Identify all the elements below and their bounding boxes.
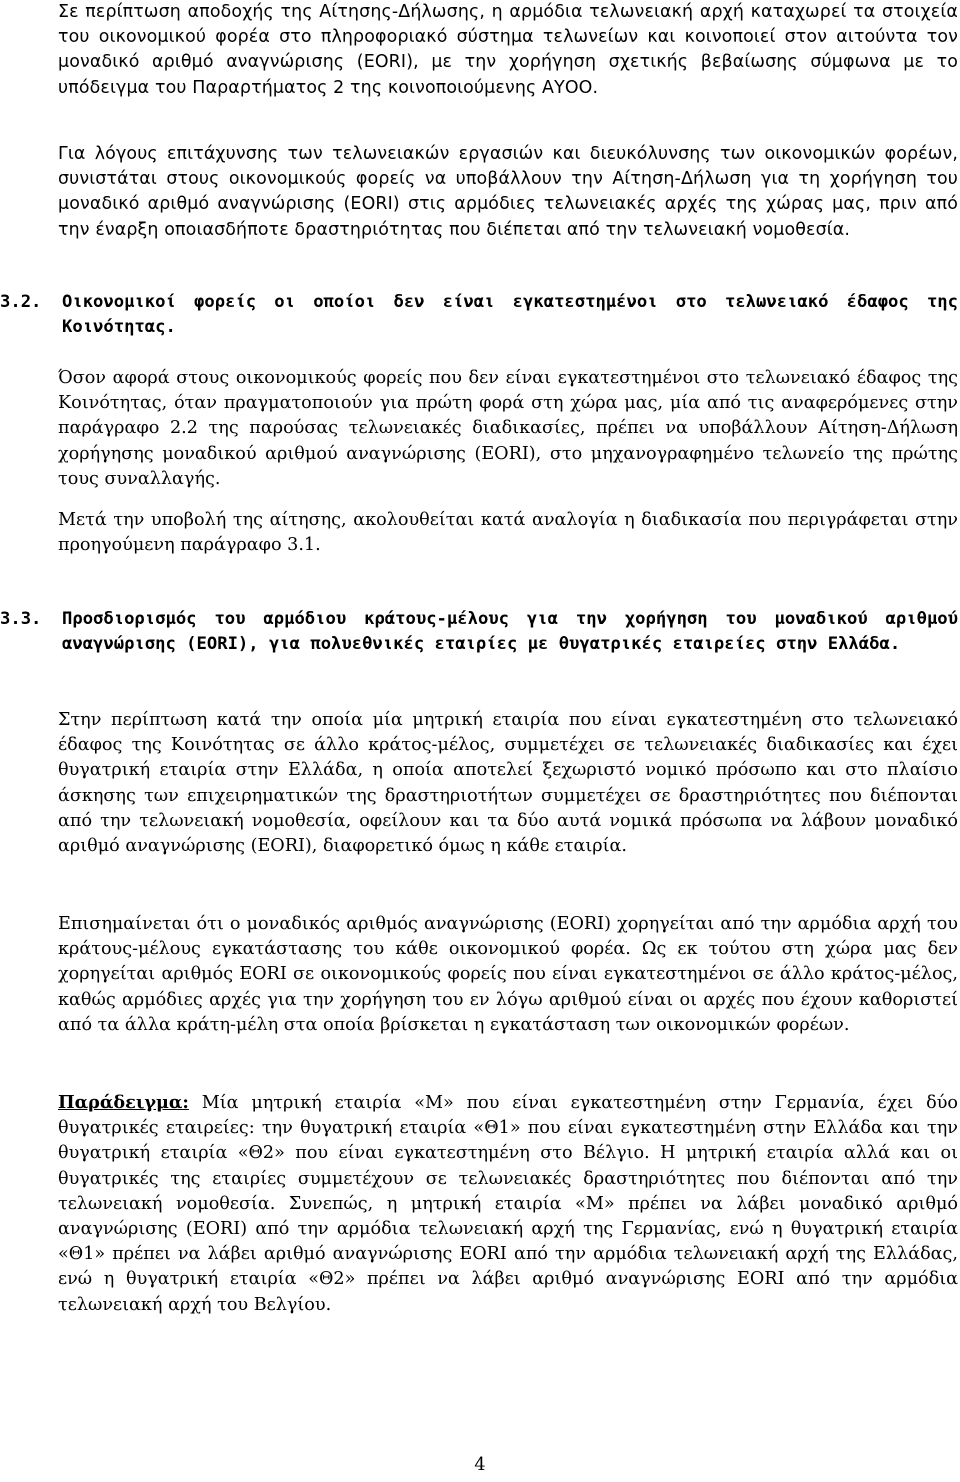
section-title: Οικονομικοί φορείς οι οποίοι δεν είναι εγκατεστημένοι στο τελωνειακό έδαφος της Κοινότητας. (62, 292, 958, 338)
example-label: Παράδειγμα: (58, 1092, 189, 1113)
paragraph-non-established-operators: Όσον αφορά στους οικονομικούς φορείς που δεν είναι εγκατεστημένοι στο τελωνειακό έδαφος της Κοινότητας, όταν πραγματοποιούν για πρώτη φορά στη χώρα μας, μία από τις αναφερόμενες στην παράγραφο 2.2 της παρούσας τελωνειακές διαδικασίες, πρέπει να υποβάλλουν Αίτηση-Δήλωση χορήγησης μοναδικού αριθμού αναγνώρισης (EORI), στο μηχανογραφημένο τελωνείο της πρώτης τους συναλλαγής. (58, 368, 958, 489)
paragraph-example (58, 1090, 958, 1318)
section-title: Προσδιορισμός του αρμόδιου κράτους-μέλους για την χορήγηση του μοναδικού αριθμού αναγνώρισης (EORI), για πολυεθνικές εταιρίες με θυγατρικές εταιρείες στην Ελλάδα. (62, 609, 958, 655)
paragraph-parent-subsidiary: Στην περίπτωση κατά την οποία μία μητρική εταιρία που είναι εγκατεστημένη στο τελωνειακό έδαφος της Κοινότητας σε άλλο κράτος-μέλος, συμμετέχει σε τελωνειακές διαδικασίες και έχει θυγατρική εταιρία στην Ελλάδα, η οποία αποτελεί ξεχωριστό νομικό πρόσωπο και στο πλαίσιο άσκησης των επιχειρηματικών της δραστηριοτήτων συμμετέχει σε δραστηριότητες που διέπονται από την τελωνειακή νομοθεσία, οφείλουν και τα δύο αυτά νομικά πρόσωπα να λάβουν μοναδικό αριθμό αναγνώρισης (EORI), διαφορετικό όμως η κάθε εταιρία. (58, 710, 958, 857)
paragraph-procedure-reference: Μετά την υποβολή της αίτησης, ακολουθείται κατά αναλογία η διαδικασία που περιγράφεται στην προηγούμενη παράγραφο 3.1. (58, 510, 958, 556)
page-number: 4 (474, 1455, 486, 1475)
paragraph-eori-acceptance: Σε περίπτωση αποδοχής της Αίτησης-Δήλωσης, η αρμόδια τελωνειακή αρχή καταχωρεί τα στοιχεία του οικονομικού φορέα στο πληροφοριακό σύστημα τελωνείων και κοινοποιεί στον αιτούντα τον μοναδικό αριθμό αναγνώρισης (EORI), με την χορήγηση σχετικής βεβαίωσης σύμφωνα με το υπόδειγμα του Παραρτήματος 2 της κοινοποιούμενης ΑΥΟΟ. (58, 2, 958, 98)
paragraph-competent-authority: Επισημαίνεται ότι ο μοναδικός αριθμός αναγνώρισης (EORI) χορηγείται από την αρμόδια αρχή του κράτους-μέλους εγκατάστασης του κάθε οικονομικού φορέα. Ως εκ τούτου στη χώρα μας δεν χορηγείται αριθμός EORI σε οικονομικούς φορείς που είναι εγκατεστημένοι σε άλλο κράτος-μέλος, καθώς αρμόδιες αρχές για την χορήγηση του εν λόγω αριθμού είναι οι αρχές που έχουν καθοριστεί από τα άλλα κράτη-μέλη στα οποία βρίσκεται η εγκατάσταση των οικονομικών φορέων. (58, 914, 958, 1035)
paragraph-eori-recommendation: Για λόγους επιτάχυνσης των τελωνειακών εργασιών και διευκόλυνσης των οικονομικών φορέων, συνιστάται στους οικονομικούς φορείς να υποβάλλουν την Αίτηση-Δήλωση για τη χορήγηση του μοναδικό αριθμό αναγνώρισης (EORI) στις αρμόδιες τελωνειακές αρχές της χώρας μας, πριν από την έναρξη οποιασδήποτε δραστηριότητας που διέπεται από την τελωνειακή νομοθεσία. (58, 144, 958, 240)
section-number: 3.2. (0, 292, 42, 312)
section-heading-3-3 (0, 607, 958, 657)
example-text: Μία μητρική εταιρία «Μ» που είναι εγκατεστημένη στην Γερμανία, έχει δύο θυγατρικές εταιρείες: την θυγατρική εταιρία «Θ1» που είναι εγκατεστημένη στην Ελλάδα και την θυγατρική εταιρία «Θ2» που είναι εγκατεστημένη στο Βέλγιο. Η μητρική εταιρία αλλά και οι θυγατρικές της εταιρίες συμμετέχουν σε τελωνειακές δραστηριότητες που διέπονται από την τελωνειακή νομοθεσία. Συνεπώς, η μητρική εταιρία «Μ» πρέπει να λάβει μοναδικό αριθμό αναγνώρισης (EORI) από την αρμόδια τελωνειακή αρχή της Γερμανίας, ενώ η θυγατρική εταιρία «Θ1» πρέπει να λάβει αριθμό αναγνώρισης EORI από την αρμόδια τελωνειακή αρχή της Ελλάδας, ενώ η θυγατρική εταιρία «Θ2» πρέπει να λάβει αριθμό αναγνώρισης EORI από την αρμόδια τελωνειακή αρχή του Βελγίου. (58, 1093, 958, 1315)
section-number: 3.3. (0, 609, 42, 629)
section-heading-3-2 (0, 290, 958, 340)
